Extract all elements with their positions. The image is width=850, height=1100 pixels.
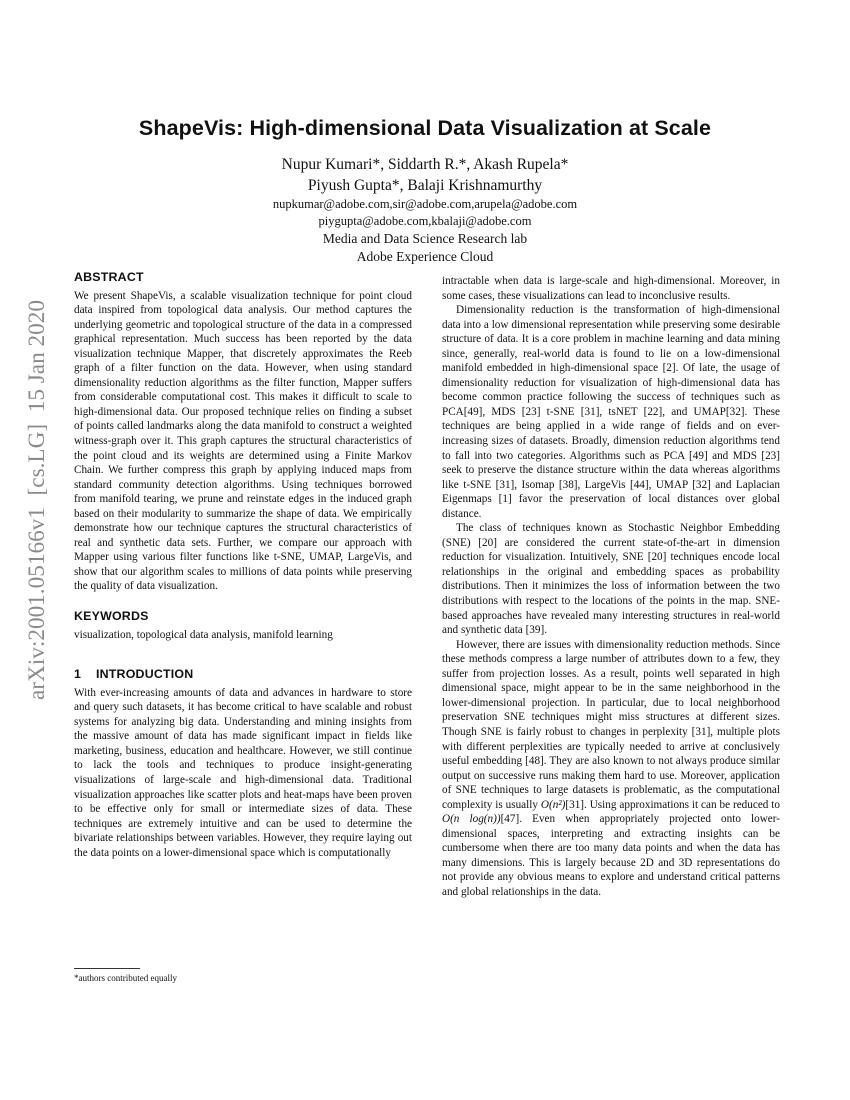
- email-line-1: nupkumar@adobe.com,sir@adobe.com,arupela@adobe.com: [272, 197, 578, 211]
- intro-paragraph-1: With ever-increasing amounts of data and advances in hardware to store and query such datasets, it has become critical to have scalable and robust systems for analyzing big data. Understanding and mining insights from the massive amount of data has made significant impact in fields like marketing, business, education and healthcare. However, we still continue to lack the tools and techniques to produce insight-generating visualizations of large-scale and high-dimensional data. Traditional visualization approaches like scatter plots and heat-maps have been proven to be effective only for small or intermediate sizes of data. These techniques are extremely intuitive and can be used to determine the bivariate relationships between variables. However, they require laying out the data points on a lower-dimensional space which is computationally: [74, 686, 412, 859]
- abstract-text: We present ShapeVis, a scalable visualization technique for point cloud data inspired from topological data analysis. Our method captures the underlying geometric and topological structure of the data in a compressed graphical representation. Much success has been reported by the data visualization technique Mapper, that discretely approximates the Reeb graph of a filter function on the data. However, when using standard dimensionality reduction algorithms as the filter function, Mapper suffers from considerable computational cost. This makes it difficult to scale to high-dimensional data. Our proposed technique relies on finding a subset of points called landmarks along the data manifold to construct a weighted witness-graph over it. This graph captures the structural characteristics of the point cloud and its weights are determined using a Finite Markov Chain. We further compress this graph by applying induced maps from standard community detection algorithms. Using techniques borrowed from manifold tearing, we prune and reinstate edges in the induced graph based on their modularity to summarize the shape of data. We empirically demonstrate how our technique captures the structural characteristics of real and synthetic data sets. Further, we compare our approach with Mapper using various filter functions like t-SNE, UMAP, LargeVis, and show that our algorithm scales to millions of data points while preserving the quality of data visualization.: [74, 289, 412, 593]
- author-line-1: Nupur Kumari*, Siddarth R.*, Akash Rupela*: [281, 156, 569, 173]
- email-line-2: piygupta@adobe.com,kbalaji@adobe.com: [318, 214, 532, 228]
- complexity-quadratic: O(n²): [540, 798, 566, 811]
- intro-paragraph-4c: [47]. Even when appropriately projected onto lower-dimensional spaces, interpreting and extracting insights can be cumbersome when there are too many data points and when the data has many dimensions. This is largely because 2D and 3D representations do not provide any obvious means to explore and understand critical patterns and global relationships in the data.: [442, 813, 780, 898]
- arxiv-stamp: [12, 298, 54, 700]
- footnote: *authors contributed equally: [74, 973, 177, 983]
- right-column: [442, 274, 780, 900]
- affiliation-lab: Media and Data Science Research lab: [322, 231, 528, 246]
- paper-title: ShapeVis: High-dimensional Data Visualization at Scale: [138, 116, 712, 140]
- intro-paragraph-1-cont: intractable when data is large-scale and high-dimensional. Moreover, in some cases, these visualizations can lead to inconclusive results.: [442, 275, 780, 302]
- keywords-heading: KEYWORDS: [74, 609, 149, 624]
- intro-paragraph-2: Dimensionality reduction is the transformation of high-dimensional data into a low dimensional representation while preserving some desirable structure of data. It is a core problem in machine learning and data mining since, generally, real-world data is found to lie on a low-dimensional manifold embedded in high-dimensional space [2]. Of late, the usage of dimensionality reduction for visualization of high-dimensional data has become common practice following the success of techniques such as PCA[49], MDS [23] t-SNE [31], tsNET [22], and UMAP[32]. These techniques are being applied in a wide range of fields and on ever-increasing sizes of datasets. Broadly, dimension reduction algorithms tend to fall into two categories. Algorithms such as PCA [49] and MDS [23] seek to preserve the distance structure within the data whereas algorithms like t-SNE [31], Isomap [38], LargeVis [44], UMAP [32] and Laplacian Eigenmaps [1] favor the preservation of local distances over global distance.: [442, 304, 780, 520]
- abstract-heading: ABSTRACT: [74, 270, 144, 284]
- section-number: 1: [74, 667, 82, 682]
- intro-paragraph-4: [442, 638, 780, 900]
- author-block: [60, 154, 790, 266]
- keywords-text: visualization, topological data analysis, manifold learning: [74, 628, 333, 641]
- footnote-rule: [74, 968, 140, 969]
- affiliation-org: Adobe Experience Cloud: [356, 249, 494, 264]
- section-title: INTRODUCTION: [96, 667, 194, 682]
- intro-paragraph-3: The class of techniques known as Stochastic Neighbor Embedding (SNE) [20] are considered the current state-of-the-art in dimension reduction for visualization. Intuitively, SNE [20] techniques encode local relationships in the original and embedding spaces as probability distributions. Then it minimizes the loss of information between the two distributions with respect to the locations of the points in the map. SNE-based approaches have revealed many interesting structures in real-world and synthetic data [39].: [442, 522, 780, 637]
- intro-paragraph-4a: However, there are issues with dimensionality reduction methods. Since these methods compress a large number of attributes down to a few, they suffer from projection losses. As a result, points well separated in high dimensional space, might appear to be in the same neighborhood in the lower-dimensional projection. In particular, due to local neighborhood preservation SNE techniques might miss structures at different sizes. Though SNE is fairly robust to changes in perplexity [31], multiple plots with different perplexities are typically needed to arrive at conclusively useful embedding [48]. They are also known to not always produce similar output on successive runs making them hard to use. Moreover, application of SNE techniques to large datasets is problematic, as the computational complexity is usually: [442, 638, 780, 811]
- left-column: [74, 270, 412, 860]
- author-line-2: Piyush Gupta*, Balaji Krishnamurthy: [307, 177, 543, 194]
- intro-paragraph-4b: [31]. Using approximations it can be reduced to: [565, 798, 780, 811]
- complexity-nlogn: O(n log(n)): [442, 813, 501, 826]
- introduction-heading: [74, 667, 412, 682]
- arxiv-stamp-text: arXiv:2001.05166v1 [cs.LG] 15 Jan 2020: [24, 303, 49, 700]
